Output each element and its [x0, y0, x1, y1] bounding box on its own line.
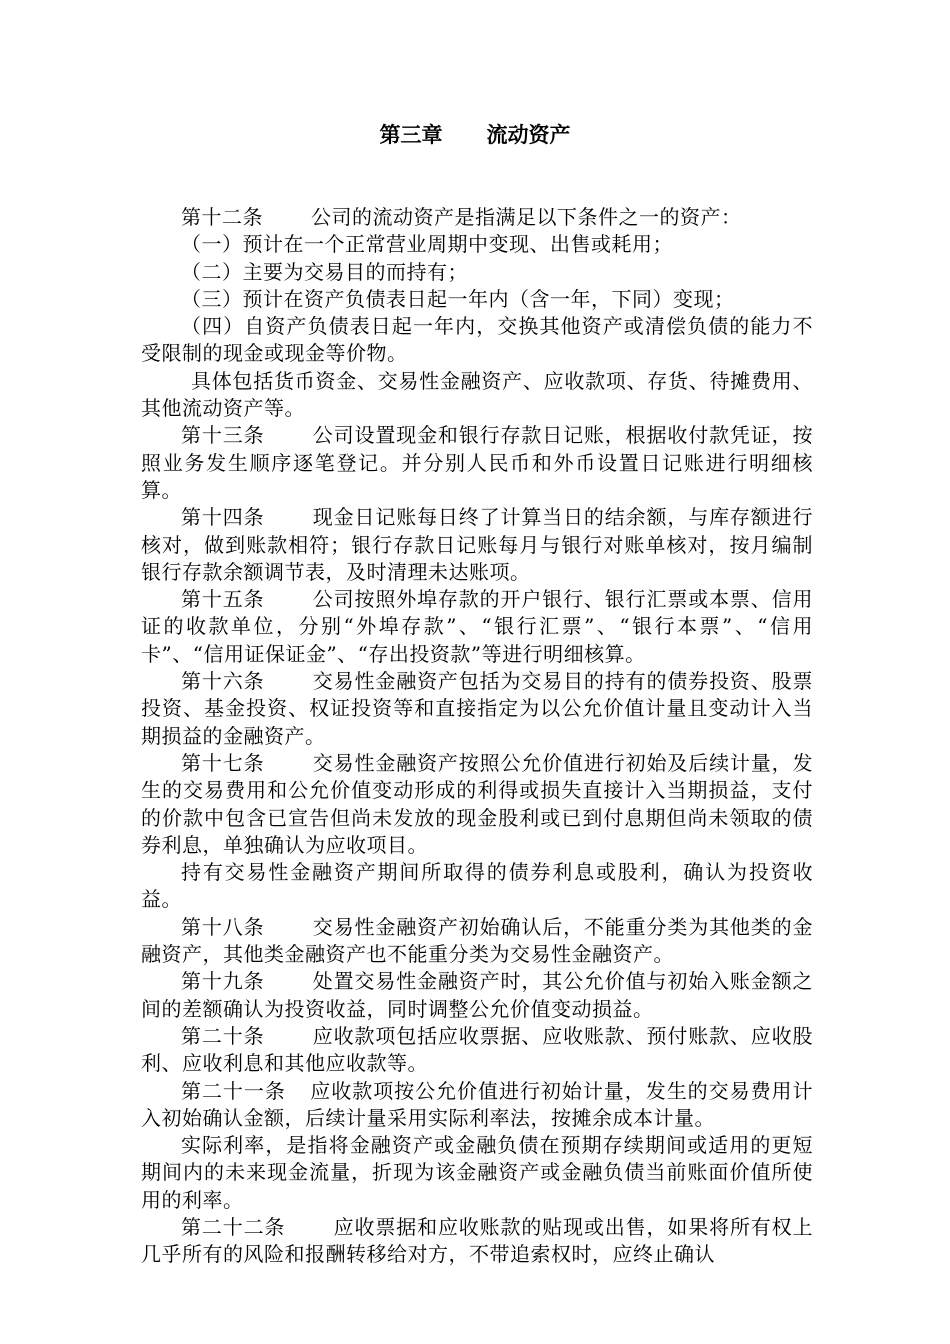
article-number: 第十三条	[181, 423, 265, 448]
paragraph-text: 交易性金融资产按照公允价值进行初始及后续计量，发生的交易费用和公允价值变动形成的利得或损失直接计入当期损益，支付的价款中包含已宣告但尚未发放的现金股利或已到付息期但尚未领取的债券利息，单独确认为应收项目。	[141, 750, 814, 857]
paragraph-article-21	[141, 1078, 813, 1133]
list-item-3	[141, 286, 813, 313]
paragraph-text: 交易性金融资产包括为交易目的持有的债券投资、股票投资、基金投资、权证投资等和直接指定为以公允价值计量且变动计入当期损益的金融资产。	[141, 669, 814, 748]
paragraph-text: 交易性金融资产初始确认后，不能重分类为其他类的金融资产，其他类金融资产也不能重分类为交易性金融资产。	[141, 914, 814, 967]
paragraph-effective-rate	[141, 1132, 813, 1214]
article-number: 第十七条	[181, 750, 265, 775]
paragraph-text: 公司的流动资产是指满足以下条件之一的资产：	[311, 205, 742, 229]
paragraph-article-12	[141, 204, 813, 231]
paragraph-text: 应收票据和应收账款的贴现或出售，如果将所有权上几乎所有的风险和报酬转移给对方，不带追索权时，应终止确认	[141, 1214, 814, 1267]
paragraph-article-13	[141, 422, 813, 504]
article-number: 第十六条	[181, 669, 265, 694]
paragraph-article-14	[141, 504, 813, 586]
paragraph-article-19	[141, 968, 813, 1023]
article-number: 第十五条	[181, 587, 265, 612]
article-number: 第二十条	[181, 1023, 265, 1048]
article-number: 第十四条	[181, 505, 265, 530]
paragraph-text: 应收款项包括应收票据、应收账款、预付账款、应收股利、应收利息和其他应收款等。	[141, 1023, 814, 1076]
chapter-number: 第三章	[379, 123, 443, 147]
paragraph-text: 公司按照外埠存款的开户银行、银行汇票或本票、信用证的收款单位，分别“外埠存款”、“银行汇票”、“银行本票”、“信用卡”、“信用证保证金”、“存出投资款”等进行明细核算。	[141, 587, 814, 666]
paragraph-article-22	[141, 1214, 813, 1269]
article-number: 第十二条	[181, 205, 263, 229]
paragraph-article-18	[141, 914, 813, 969]
paragraph-text: 应收款项按公允价值进行初始计量，发生的交易费用计入初始确认金额，后续计量采用实际利率法，按摊余成本计量。	[141, 1078, 814, 1130]
chapter-name: 流动资产	[486, 123, 571, 147]
paragraph-text: 实际利率，是指将金融资产或金融负债在预期存续期间或适用的更短期间内的未来现金流量，折现为该金融资产或金融负债当前账面价值所使用的利率。	[141, 1133, 813, 1212]
list-item-4	[141, 313, 813, 368]
article-number: 第二十二条	[181, 1214, 286, 1239]
paragraph-text: 处置交易性金融资产时，其公允价值与初始入账金额之间的差额确认为投资收益，同时调整公允价值变动损益。	[141, 969, 814, 1021]
chapter-title	[0, 120, 950, 150]
article-number: 第二十一条	[181, 1078, 286, 1103]
chapter-body	[141, 204, 813, 1269]
article-number: 第十九条	[181, 969, 265, 994]
paragraph-text: 具体包括货币资金、交易性金融资产、应收款项、存货、待摊费用、其他流动资产等。	[141, 368, 813, 421]
paragraph-article-15	[141, 586, 813, 668]
list-item-2	[141, 259, 813, 286]
paragraph-text: （二）主要为交易目的而持有；	[181, 259, 468, 284]
paragraph-text: （四）自资产负债表日起一年内，交换其他资产或清偿负债的能力不受限制的现金或现金等价物。	[141, 314, 813, 366]
paragraph-text: （一）预计在一个正常营业周期中变现、出售或耗用；	[181, 232, 673, 257]
list-item-1	[141, 231, 813, 258]
paragraph-text: （三）预计在资产负债表日起一年内（含一年，下同）变现；	[181, 286, 735, 311]
paragraph-article-17	[141, 750, 813, 859]
paragraph-text: 现金日记账每日终了计算当日的结余额，与库存额进行核对，做到账款相符；银行存款日记账每月与银行对账单核对，按月编制银行存款余额调节表，及时清理未达账项。	[141, 505, 814, 584]
paragraph-text: 公司设置现金和银行存款日记账，根据收付款凭证，按照业务发生顺序逐笔登记。并分别人民币和外币设置日记账进行明细核算。	[141, 423, 814, 502]
article-number: 第十八条	[181, 914, 265, 939]
paragraph-article-16	[141, 668, 813, 750]
paragraph-investment-income	[141, 859, 813, 914]
paragraph-article-20	[141, 1023, 813, 1078]
paragraph-scope	[141, 368, 813, 423]
paragraph-text: 持有交易性金融资产期间所取得的债券利息或股利，确认为投资收益。	[141, 860, 813, 912]
